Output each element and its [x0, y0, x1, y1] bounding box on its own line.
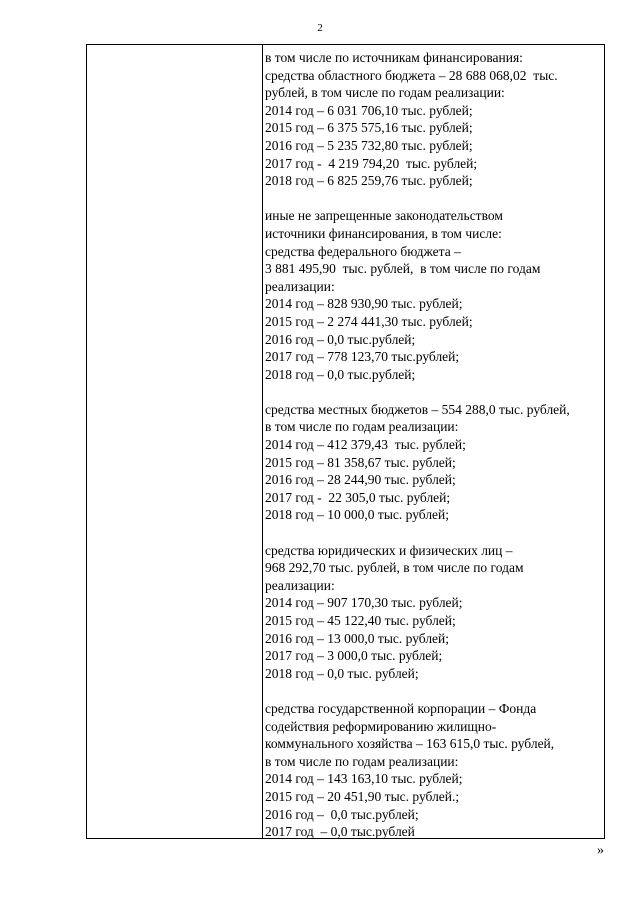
text-line: 2015 год – 81 358,67 тыс. рублей;: [265, 454, 456, 470]
text-line: иные не запрещенные законодательством: [265, 208, 503, 224]
text-line: источники финансирования, в том числе:: [265, 225, 502, 241]
page-number: 2: [317, 22, 323, 34]
text-line: 2015 год – 20 451,90 тыс. рублей.;: [265, 788, 460, 804]
blank-line: [265, 682, 603, 700]
text-line: содействия реформированию жилищно-: [265, 718, 497, 734]
text-line: 2016 год – 0,0 тыс.рублей;: [265, 331, 416, 347]
closing-quote: »: [597, 843, 604, 858]
text-line: 3 881 495,90 тыс. рублей, в том числе по годам: [265, 261, 541, 277]
text-line: 2017 год – 0,0 тыс.рублей: [265, 824, 415, 840]
text-line: средства областного бюджета – 28 688 068,02 тыс.: [265, 67, 558, 83]
text-line: 2017 год - 22 305,0 тыс. рублей;: [265, 489, 451, 505]
text-line: 2018 год – 0,0 тыс.рублей;: [265, 366, 416, 382]
text-line: 2015 год – 6 375 575,16 тыс. рублей;: [265, 120, 473, 136]
text-line: 2016 год – 28 244,90 тыс. рублей;: [265, 472, 456, 488]
text-line: 2015 год – 45 122,40 тыс. рублей;: [265, 613, 456, 628]
text-line: средства государственной корпорации – Фонда: [265, 700, 537, 716]
blank-line: [265, 190, 603, 208]
text-line: реализации:: [265, 577, 335, 593]
text-line: 2016 год – 0,0 тыс.рублей;: [265, 806, 419, 822]
text-line: 2016 год – 13 000,0 тыс. рублей;: [265, 630, 450, 646]
text-line: 2014 год – 412 379,43 тыс. рублей;: [265, 437, 466, 453]
text-line: 2014 год – 907 170,30 тыс. рублей;: [265, 595, 463, 611]
blank-line: [265, 383, 603, 401]
text-line: 2017 год – 778 123,70 тыс.рублей;: [265, 349, 460, 365]
text-line: 968 292,70 тыс. рублей, в том числе по годам: [265, 560, 524, 576]
text-line: 2017 год – 3 000,0 тыс. рублей;: [265, 648, 443, 664]
text-line: 2018 год – 0,0 тыс. рублей;: [265, 665, 419, 681]
text-line: в том числе по источникам финансирования:: [265, 50, 523, 65]
text-line: 2014 год – 828 930,90 тыс. рублей;: [265, 296, 463, 312]
text-line: реализации:: [265, 278, 335, 294]
text-line: коммунального хозяйства – 163 615,0 тыс. рублей,: [265, 736, 555, 752]
text-line: средства юридических и физических лиц –: [265, 542, 513, 558]
text-line: 2015 год – 2 274 441,30 тыс. рублей;: [265, 313, 473, 329]
text-line: рублей, в том числе по годам реализации:: [265, 85, 505, 101]
document-table: [86, 44, 605, 839]
text-line: в том числе по годам реализации:: [265, 753, 459, 769]
text-line: 2017 год - 4 219 794,20 тыс. рублей;: [265, 155, 478, 171]
text-line: средства местных бюджетов – 554 288,0 тыс. рублей,: [265, 401, 570, 417]
text-line: 2014 год – 6 031 706,10 тыс. рублей;: [265, 102, 473, 118]
financing-text-cell: [265, 49, 603, 841]
text-line: 2018 год – 10 000,0 тыс. рублей;: [265, 507, 450, 523]
text-line: средства федерального бюджета –: [265, 243, 461, 259]
text-line: 2018 год – 6 825 259,76 тыс. рублей;: [265, 173, 473, 189]
text-line: 2014 год – 143 163,10 тыс. рублей;: [265, 771, 463, 787]
blank-line: [265, 524, 603, 542]
column-divider: [262, 45, 263, 838]
text-line: в том числе по годам реализации:: [265, 419, 459, 435]
text-line: 2016 год – 5 235 732,80 тыс. рублей;: [265, 137, 473, 153]
